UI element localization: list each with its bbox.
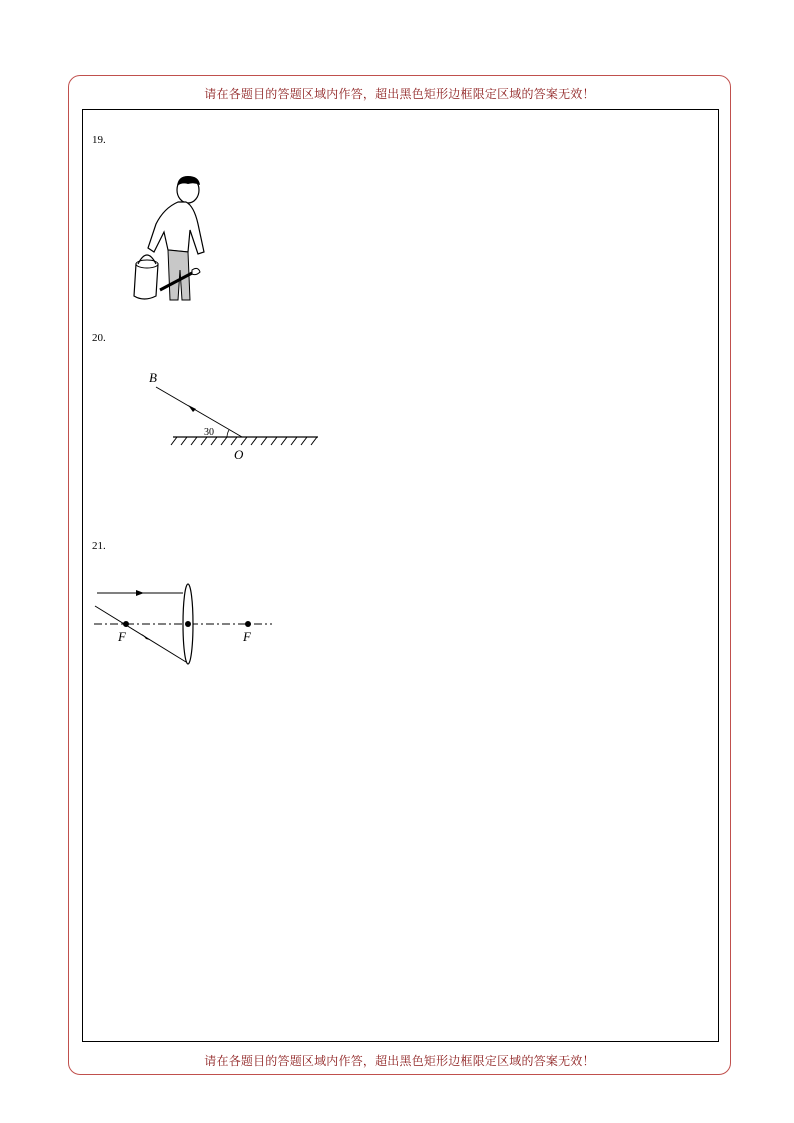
- mirror-hatching: [171, 437, 317, 445]
- angle-label: 30: [204, 427, 214, 438]
- bottom-notice: 请在各题目的答题区域内作答，超出黑色矩形边框限定区域的答案无效！: [204, 1054, 595, 1068]
- convex-lens-diagram: [94, 578, 284, 670]
- lens-center-point: [185, 621, 191, 627]
- ray-arrow: [188, 405, 196, 412]
- left-focus-point: [123, 621, 129, 627]
- reflection-diagram: [140, 368, 330, 468]
- question-20-number: 20.: [92, 332, 106, 344]
- person-watering-can-figure: [128, 172, 218, 304]
- point-b-label: B: [149, 370, 157, 385]
- question-19-number: 19.: [92, 134, 106, 146]
- point-o-label: O: [234, 447, 244, 462]
- left-focus-label: F: [118, 629, 126, 644]
- right-focus-point: [245, 621, 251, 627]
- right-focus-label: F: [243, 629, 251, 644]
- top-notice: 请在各题目的答题区域内作答，超出黑色矩形边框限定区域的答案无效！: [204, 87, 595, 101]
- focal-ray: [95, 606, 186, 662]
- ray-ob: [156, 387, 242, 437]
- angle-arc: [227, 430, 229, 437]
- question-21-number: 21.: [92, 540, 106, 552]
